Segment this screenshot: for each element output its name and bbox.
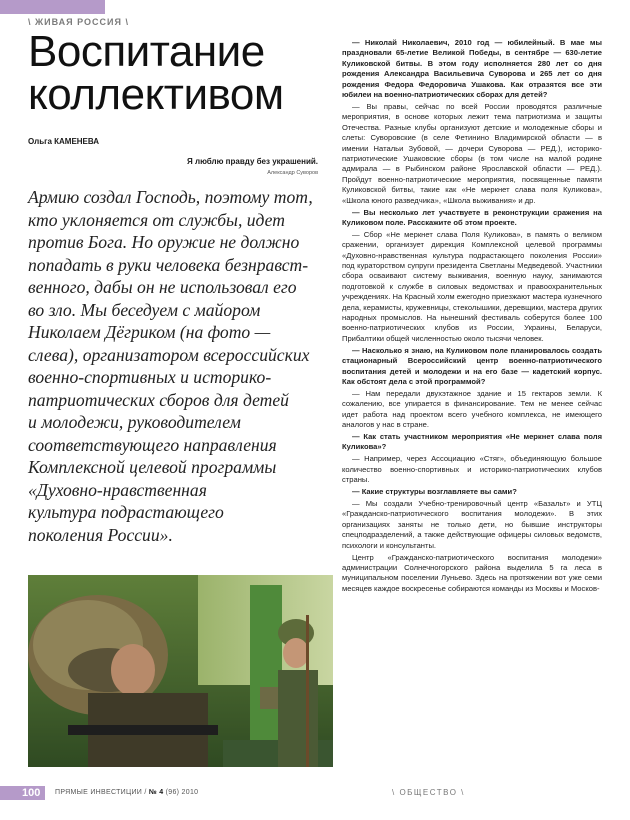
page-number: 100 bbox=[22, 787, 41, 799]
journal-name bbox=[55, 789, 198, 796]
interview-answer: Центр «Гражданско-патриотического воспитания молодежи» администрации Солнечногорского района выделила 5 га леса в муниципальном поселении Луньево. Здесь на протяжении вот уже семи месяцев каждое воскресенье собираются команды из Москвы и Москов- bbox=[342, 552, 602, 593]
article-title bbox=[28, 27, 284, 119]
interview-column bbox=[342, 38, 602, 596]
article-author: Ольга КАМЕНЕВА bbox=[28, 137, 100, 146]
interview-question: — Какие структуры возглавляете вы сами? bbox=[352, 487, 517, 497]
epigraph-source: Александр Суворов bbox=[267, 170, 318, 176]
article-photo bbox=[28, 575, 333, 767]
interview-question: — Николай Николаевич, 2010 год — юбилейный. В мае мы праздновали 65-летие Великой Победы, в сентябре — 630-летие Куликовской битвы. В этом году исполняется 280 лет со дня рождения Александра Васильевича Суворова и 265 лет со дня рождения Федора Федоровича Ушакова. Как отразятся все эти юбилеи на военно-патриотических сборах для детей? bbox=[342, 38, 602, 100]
interview-question: — Вы несколько лет участвуете в реконструкции сражения на Куликовом поле. Расскажите об этом проекте. bbox=[342, 207, 602, 227]
interview-answer: — Нам передали двухэтажное здание и 15 гектаров земли. К сожалению, все упирается в финансирование. Тем не менее сейчас идет работа над проектом всего учебного комплекса, не имеющего аналогов у нас в стране. bbox=[342, 388, 602, 430]
interview-question: — Насколько я знаю, на Куликовом поле планировалось создать стационарный Всероссийский центр военно-патриотического воспитания детей и молодежи и на его базе — кадетский корпус. Как обстоят дела с этой программой? bbox=[342, 345, 602, 386]
rubric-label: \ ЖИВАЯ РОССИЯ \ bbox=[28, 17, 129, 27]
interview-answer: — Вы правы, сейчас по всей России проводятся различные мероприятия, в основе которых лежит тема патриотизма и защиты Отечества. Разные клубы организуют детские и молодежные сборы и слеты: Суворовские (в селе Фетинино Владимирской области — в имении Натальи Зубовой, — дочери Суворова — РЕД.), историко-патриотические Ушаковские сборы (в том числе на малой родине адмирала — в Рыбинском районе Ярославской области — РЕД.). Пройдут военно-патриотические мероприятия, посвященные памяти Куликовской битвы, такие как «Не меркнет слава поля Куликова», «Школа юного разведчика», «Школа выживания» и др. bbox=[342, 101, 602, 205]
lead-paragraph: Армию создал Господь, поэтому тот, кто уклоняется от службы, идет против Бога. Но оружие не должно попадать в руки человека безнравст- венного, дабы он не использовал его во зло. Мы беседуем с майором Николаем Дёгриком (на фото — слева), организатором всероссийских военно-спортивных и историко- патриотических сборов для детей и молодежи, руководителем соответствующего направления Комплексной целевой программы «Духовно-нравственная культура подрастающего поколения России». bbox=[28, 187, 313, 545]
rubric-color-bar bbox=[0, 0, 105, 14]
journal-issue: № 4 bbox=[148, 789, 164, 796]
interview-question: — Как стать участником мероприятия «Не меркнет слава поля Куликова»? bbox=[342, 432, 602, 452]
interview-answer: — Сбор «Не меркнет слава Поля Куликова», в память о великом сражении, организует дирекция Комплексной целевой программы «Духовно-нравственная культура подрастающего поколения России» под кураторством супруги президента Светланы Медведевой. Участники сбора осваивают систему выживания, военную науку, занимаются подготовкой к службе в силовых ведомствах и правоохранительных учреждениях. На Красный холм ежегодно приезжают мастера кузнечного дела, керамисты, кружевницы, стеколышики, деревщики, мастера других народных промыслов. На нынешний фестиваль соберутся более 100 военно-патриотических клубов из России, Украины, Беларуси, Прибалтики общей численностью около тысячи человек. bbox=[342, 229, 602, 343]
article-lead bbox=[28, 186, 328, 546]
photo-illustration bbox=[28, 575, 333, 767]
interview-answer: — Мы создали Учебно-тренировочный центр «Базальт» и УТЦ «Гражданско-патриотического воспитания молодежи». В этих организациях заняты не только дети, но бывшие инструкторы спецподразделений, а также действующие офицеры силовых ведомств, психологи и консультанты. bbox=[342, 498, 602, 550]
interview-answer: — Например, через Ассоциацию «Стяг», объединяющую большое количество военно-спортивных и историко-патриотических клубов страны. bbox=[342, 454, 602, 485]
epigraph bbox=[187, 157, 318, 176]
article-title-line-2: коллективом bbox=[28, 70, 284, 119]
epigraph-quote: Я люблю правду без украшений. bbox=[187, 157, 318, 166]
journal-title: ПРЯМЫЕ ИНВЕСТИЦИИ / bbox=[55, 789, 149, 796]
journal-issue-detail: (96) 2010 bbox=[163, 789, 199, 796]
article-title-line-1: Воспитание bbox=[28, 27, 265, 76]
section-label: \ ОБЩЕСТВО \ bbox=[392, 788, 465, 797]
